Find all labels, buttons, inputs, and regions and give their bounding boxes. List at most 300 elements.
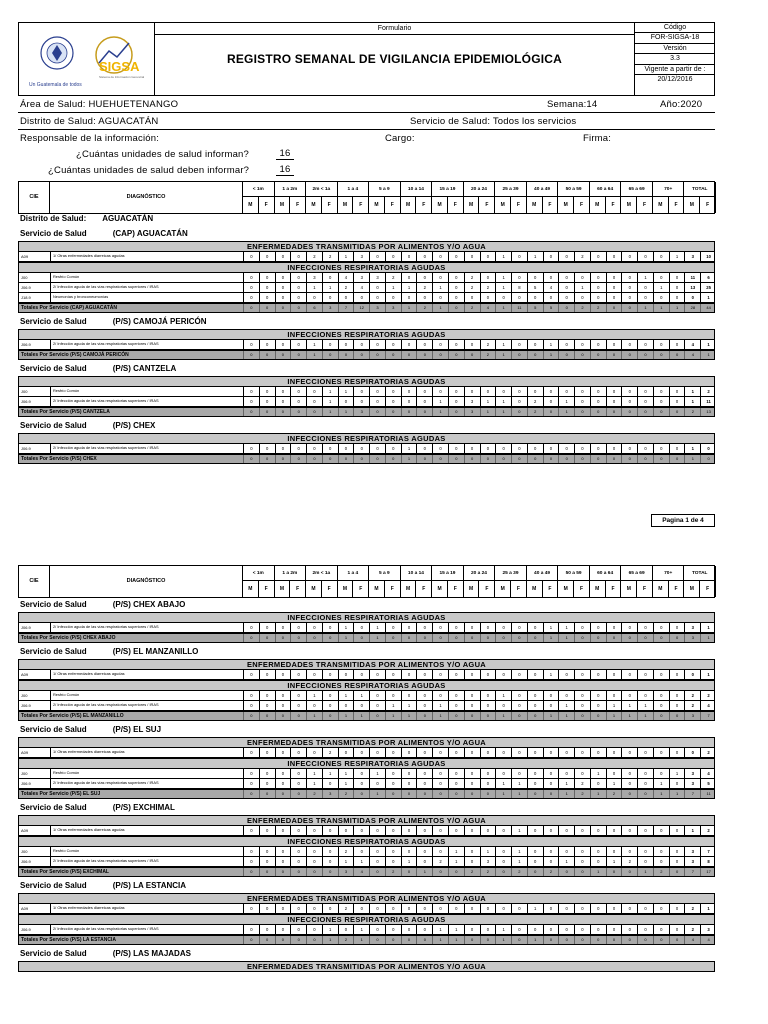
count-cell: 1 [353,857,369,866]
page-number: Pagina 1 de 4 [651,514,715,527]
count-cell: 0 [574,293,590,302]
count-cell: 0 [448,868,464,876]
count-cell: 0 [353,769,369,778]
age-group-header: 60 a 64 [590,182,622,197]
count-cell: 0 [558,340,574,349]
count-cell: 0 [416,826,432,835]
count-cell: 0 [527,826,543,835]
count-cell: 0 [621,408,637,416]
count-cell: 2 [322,252,338,261]
count-cell: 0 [369,904,385,913]
count-cell: 0 [606,397,622,406]
count-cell: 0 [401,351,417,359]
count-cell: 1 [495,340,511,349]
count-cell: 0 [306,387,322,396]
cie-code: A09 [21,828,29,833]
service-label: Servicio de Salud [20,803,87,812]
count-cell: 0 [480,293,496,302]
sex-header: F [353,581,369,597]
count-cell: 1 [480,847,496,856]
count-cell: 0 [669,701,685,710]
count-cell: 0 [669,351,685,359]
category-band: INFECCIONES RESPIRATORIAS AGUDAS [18,836,715,847]
table-row [18,293,715,303]
count-cell: 0 [338,293,354,302]
count-cell: 0 [353,444,369,453]
count-cell: 0 [243,304,259,312]
count-cell: 0 [259,790,275,798]
q-deben-label: ¿Cuántas unidades de salud deben informar? [48,165,250,176]
count-cell: 0 [306,408,322,416]
count-cell: 0 [432,868,448,876]
count-cell: 1 [511,847,527,856]
count-cell: 0 [353,455,369,463]
count-cell: 0 [243,925,259,934]
count-cell: 0 [401,340,417,349]
sex-header: M [369,197,385,213]
sex-header: M [401,197,417,213]
count-cell: 0 [401,623,417,632]
count-cell: 0 [653,340,669,349]
count-cell: 0 [606,634,622,642]
count-cell: 0 [464,634,480,642]
count-cell: 0 [464,691,480,700]
count-cell: 0 [637,748,653,757]
count-cell: 0 [574,691,590,700]
count-cell: 1 [700,670,716,679]
category-band: INFECCIONES RESPIRATORIAS AGUDAS [18,758,715,769]
count-cell: 0 [275,273,291,282]
age-group-header: 40 a 49 [527,182,559,197]
service-totals-row [18,350,715,360]
count-cell: 1 [432,397,448,406]
count-cell: 0 [259,351,275,359]
count-cell: 0 [621,397,637,406]
count-cell: 0 [243,283,259,292]
count-cell: 0 [290,748,306,757]
count-cell: 0 [669,712,685,720]
count-cell: 0 [401,634,417,642]
count-cell: 0 [275,701,291,710]
count-cell: 0 [306,925,322,934]
count-cell: 0 [432,351,448,359]
sex-header: M [432,197,448,213]
count-cell: 8 [511,283,527,292]
count-cell: 1 [637,868,653,876]
count-cell: 1 [416,868,432,876]
cie-code: A09 [21,750,29,755]
count-cell: 0 [590,252,606,261]
count-cell: 0 [621,351,637,359]
service-label: Servicio de Salud [20,647,87,656]
count-cell: 0 [259,304,275,312]
count-cell: 2 [684,925,700,934]
count-cell: 0 [653,857,669,866]
service-totals-label: Totales Por Servicio (P/S) LA ESTANCIA [21,937,116,943]
count-cell: 0 [401,790,417,798]
count-cell: 0 [558,868,574,876]
category-band: ENFERMEDADES TRANSMITIDAS POR ALIMENTOS Y/O AGUA [18,815,715,826]
count-cell: 0 [369,748,385,757]
count-cell: 1 [606,779,622,788]
count-cell: 0 [259,252,275,261]
count-cell: 0 [621,847,637,856]
count-cell: 1 [338,712,354,720]
count-cell: 0 [290,701,306,710]
version-value: 3.3 [635,54,715,64]
count-cell: 0 [511,670,527,679]
count-cell: 2 [385,273,401,282]
count-cell: 1 [543,623,559,632]
count-cell: 1 [527,252,543,261]
count-cell: 0 [259,779,275,788]
count-cell: 2 [511,868,527,876]
count-cell: 8 [700,857,716,866]
distrito-label: Distrito de Salud: AGUACATÁN [20,116,159,127]
count-cell: 0 [322,857,338,866]
count-cell: 0 [653,293,669,302]
count-cell: 0 [275,283,291,292]
diagnosis-text: Resfrío Común [50,387,243,396]
count-cell: 0 [385,779,401,788]
count-cell: 0 [448,252,464,261]
count-cell: 0 [590,293,606,302]
count-cell: 0 [322,634,338,642]
diagnosis-text: 2/ Infección aguda de las vías respiratorias superiores / IRAS [50,340,243,349]
count-cell: 0 [543,936,559,944]
count-cell: 1 [401,444,417,453]
count-cell: 0 [275,868,291,876]
count-cell: 0 [401,252,417,261]
count-cell: 1 [306,691,322,700]
sex-header: M [527,197,543,213]
count-cell: 0 [480,691,496,700]
count-cell: 0 [290,779,306,788]
count-cell: 0 [495,857,511,866]
codigo-label: Código [635,23,715,33]
count-cell: 1 [527,936,543,944]
count-cell: 13 [684,283,700,292]
count-cell: 1 [480,408,496,416]
count-cell: 0 [322,868,338,876]
count-cell: 0 [543,387,559,396]
table-row [18,904,715,914]
count-cell: 0 [637,904,653,913]
count-cell: 13 [700,408,716,416]
count-cell: 2 [527,397,543,406]
count-cell: 0 [653,904,669,913]
count-cell: 0 [243,826,259,835]
table-row [18,826,715,836]
count-cell: 0 [401,691,417,700]
count-cell: 1 [511,857,527,866]
cie-code: J06.9 [21,859,31,864]
count-cell: 0 [290,444,306,453]
age-group-header: 60 a 64 [590,566,622,581]
count-cell: 0 [401,387,417,396]
age-group-header: 2m < 1a [306,566,338,581]
count-cell: 1 [401,455,417,463]
category-band: INFECCIONES RESPIRATORIAS AGUDAS [18,262,715,273]
count-cell: 0 [621,252,637,261]
count-cell: 4 [684,936,700,944]
count-cell: 0 [432,691,448,700]
cie-code: J06.9 [21,446,31,451]
count-cell: 0 [653,351,669,359]
count-cell: 11 [700,790,716,798]
count-cell: 0 [385,444,401,453]
count-cell: 0 [669,283,685,292]
count-cell: 0 [369,293,385,302]
count-cell: 1 [369,790,385,798]
count-cell: 0 [480,701,496,710]
count-cell: 1 [558,857,574,866]
count-cell: 0 [385,826,401,835]
count-cell: 0 [606,847,622,856]
count-cell: 0 [558,293,574,302]
count-cell: 0 [574,701,590,710]
count-cell: 0 [558,252,574,261]
age-group-header: TOTAL [684,566,716,581]
table-row [18,748,715,758]
count-cell: 0 [464,790,480,798]
count-cell: 0 [353,701,369,710]
count-cell: 44 [700,304,716,312]
count-cell: 2 [606,790,622,798]
count-cell: 0 [543,444,559,453]
count-cell: 0 [448,634,464,642]
count-cell: 1 [432,712,448,720]
count-cell: 0 [416,779,432,788]
count-cell: 0 [416,904,432,913]
count-cell: 0 [275,387,291,396]
count-cell: 0 [590,444,606,453]
count-cell: 0 [306,701,322,710]
count-cell: 1 [669,769,685,778]
sex-header: F [259,197,275,213]
count-cell: 0 [527,351,543,359]
count-cell: 2 [306,790,322,798]
count-cell: 0 [700,444,716,453]
count-cell: 3 [306,273,322,282]
count-cell: 0 [275,925,291,934]
count-cell: 5 [527,283,543,292]
count-cell: 0 [338,748,354,757]
count-cell: 1 [322,925,338,934]
sex-header: F [480,581,496,597]
count-cell: 0 [385,925,401,934]
count-cell: 0 [416,397,432,406]
vigente-value: 20/12/2016 [657,75,693,83]
count-cell: 0 [353,623,369,632]
count-cell: 1 [480,397,496,406]
table-row [18,670,715,680]
count-cell: 0 [480,387,496,396]
count-cell: 0 [558,273,574,282]
count-cell: 0 [590,351,606,359]
cie-code: J18.9 [21,295,31,300]
count-cell: 1 [495,790,511,798]
category-band: ENFERMEDADES TRANSMITIDAS POR ALIMENTOS Y/O AGUA [18,241,715,252]
count-cell: 0 [669,293,685,302]
count-cell: 0 [259,273,275,282]
service-heading [20,949,191,958]
count-cell: 0 [637,826,653,835]
age-group-header: 70+ [653,182,685,197]
count-cell: 1 [590,769,606,778]
count-cell: 0 [527,634,543,642]
cie-code: J00 [21,275,28,280]
count-cell: 0 [416,252,432,261]
count-cell: 0 [511,340,527,349]
count-cell: 0 [480,925,496,934]
service-name: (P/S) CANTZELA [112,364,177,373]
count-cell: 0 [700,455,716,463]
age-group-header: 1 a 4 [338,182,370,197]
count-cell: 0 [606,444,622,453]
count-cell: 0 [543,397,559,406]
count-cell: 1 [338,408,354,416]
count-cell: 1 [637,273,653,282]
count-cell: 0 [243,769,259,778]
count-cell: 0 [543,273,559,282]
count-cell: 1 [511,779,527,788]
count-cell: 1 [401,304,417,312]
count-cell: 0 [621,444,637,453]
count-cell: 1 [432,925,448,934]
count-cell: 0 [448,790,464,798]
count-cell: 0 [669,340,685,349]
count-cell: 0 [574,712,590,720]
count-cell: 0 [495,868,511,876]
count-cell: 2 [700,387,716,396]
service-label: Servicio de Salud [20,600,87,609]
cie-code: A09 [21,254,29,259]
count-cell: 0 [606,868,622,876]
service-totals-label: Totales Por Servicio (P/S) EL MANZANILLO [21,713,124,719]
count-cell: 0 [275,712,291,720]
count-cell: 0 [369,351,385,359]
count-cell: 0 [574,455,590,463]
count-cell: 0 [574,857,590,866]
semana-label: Semana:14 [547,99,598,110]
count-cell: 0 [275,455,291,463]
count-cell: 0 [290,455,306,463]
count-cell: 0 [637,769,653,778]
count-cell: 2 [527,408,543,416]
count-cell: 0 [401,779,417,788]
count-cell: 0 [511,904,527,913]
count-cell: 0 [511,408,527,416]
count-cell: 0 [416,748,432,757]
sex-header: M [590,197,606,213]
count-cell: 0 [432,634,448,642]
count-cell: 0 [464,444,480,453]
count-cell: 1 [353,691,369,700]
count-cell: 0 [259,748,275,757]
count-cell: 7 [700,847,716,856]
count-cell: 0 [306,847,322,856]
count-cell: 1 [495,712,511,720]
count-cell: 0 [527,790,543,798]
count-cell: 1 [495,779,511,788]
count-cell: 0 [448,304,464,312]
count-cell: 0 [243,779,259,788]
service-totals-label: Totales Por Servicio (P/S) CANTZELA [21,409,110,415]
count-cell: 0 [543,857,559,866]
count-cell: 0 [306,455,322,463]
sex-header: F [511,197,527,213]
count-cell: 3 [684,712,700,720]
count-cell: 0 [653,397,669,406]
count-cell: 0 [527,779,543,788]
count-cell: 0 [621,904,637,913]
count-cell: 0 [558,769,574,778]
sex-header: F [574,581,590,597]
sex-header: M [401,581,417,597]
count-cell: 1 [653,790,669,798]
sex-header: M [495,581,511,597]
count-cell: 0 [527,857,543,866]
diagnosis-text: 2/ Infección aguda de las vías respiratorias superiores / IRAS [50,623,243,632]
count-cell: 0 [606,283,622,292]
service-name: (P/S) EL MANZANILLO [112,647,199,656]
count-cell: 3 [684,252,700,261]
age-group-header: 1 a 4 [338,566,370,581]
table-row [18,444,715,454]
count-cell: 3 [700,925,716,934]
count-cell: 1 [338,634,354,642]
count-cell: 0 [527,623,543,632]
service-name: (P/S) LA ESTANCIA [112,881,187,890]
count-cell: 0 [669,904,685,913]
service-heading [20,725,161,734]
count-cell: 0 [448,408,464,416]
count-cell: 4 [353,283,369,292]
count-cell: 0 [306,857,322,866]
count-cell: 0 [432,455,448,463]
count-cell: 0 [637,397,653,406]
count-cell: 0 [669,847,685,856]
sex-header: M [464,581,480,597]
service-heading [20,317,207,326]
count-cell: 0 [290,340,306,349]
diagnosis-text: 2/ Infección aguda de las vías respiratorias superiores / IRAS [50,397,243,406]
count-cell: 0 [338,444,354,453]
codigo-value: FOR-SIGSA-18 [635,33,715,43]
count-cell: 0 [511,273,527,282]
count-cell: 0 [432,252,448,261]
count-cell: 0 [621,634,637,642]
count-cell: 10 [700,252,716,261]
service-totals-row [18,454,715,464]
table-row [18,779,715,789]
sex-header: F [353,197,369,213]
count-cell: 0 [558,387,574,396]
table-row [18,273,715,283]
cie-code: J00 [21,693,28,698]
count-cell: 0 [637,857,653,866]
count-cell: 0 [606,351,622,359]
count-cell: 1 [606,701,622,710]
count-cell: 2 [700,826,716,835]
count-cell: 1 [338,252,354,261]
count-cell: 7 [684,790,700,798]
count-cell: 1 [543,712,559,720]
count-cell: 0 [543,701,559,710]
count-cell: 1 [448,857,464,866]
service-heading [20,803,175,812]
